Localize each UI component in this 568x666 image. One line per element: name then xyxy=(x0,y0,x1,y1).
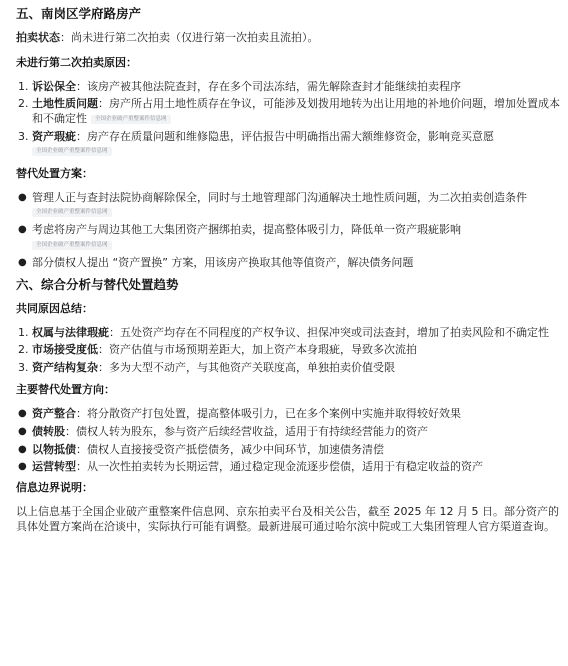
list-item xyxy=(16,460,560,475)
alternative-text: 考虑将房产与周边其他工大集团资产捆绑拍卖，提高整体吸引力，降低单一资产瑕疵影响 xyxy=(32,223,461,237)
common-text: ：五处资产均存在不同程度的产权争议、担保冲突或司法查封，增加了拍卖风险和不确定性 xyxy=(109,325,549,339)
bullet-icon: ● xyxy=(18,407,27,419)
boundary-heading: 信息边界说明： xyxy=(16,481,93,495)
trend-title: 以物抵债 xyxy=(32,442,76,456)
trend-text: ：将分散资产打包处置，提高整体吸引力，已在多个案例中实施并取得较好效果 xyxy=(76,406,461,420)
trend-heading: 主要替代处置方向： xyxy=(16,383,115,397)
list-number: 1. xyxy=(18,79,29,93)
list-item xyxy=(16,326,560,341)
source-tag[interactable]: 全国企业破产重整案件信息网 xyxy=(32,241,112,250)
status-label: 拍卖状态 xyxy=(16,30,60,44)
common-title: 市场接受度低 xyxy=(32,343,98,357)
common-text: ：多为大型不动产，与其他资产关联度高，单独拍卖价值受限 xyxy=(98,361,395,375)
list-number: 3. xyxy=(18,361,29,375)
common-title: 资产结构复杂 xyxy=(32,361,98,375)
status-text: ：尚未进行第二次拍卖（仅进行第一次拍卖且流拍）。 xyxy=(60,30,319,44)
source-tag[interactable]: 全国企业破产重整案件信息网 xyxy=(32,208,112,217)
list-item xyxy=(16,407,560,422)
trend-list xyxy=(16,407,560,475)
bullet-icon: ● xyxy=(18,425,27,437)
reason-title: 资产瑕疵 xyxy=(32,130,76,144)
bullet-icon: ● xyxy=(18,257,27,268)
trend-text: ：债权人直接接受资产抵偿债务，减少中间环节，加速债务清偿 xyxy=(76,442,384,456)
common-text: ：资产估值与市场预期差距大，加上资产本身瑕疵，导致多次流拍 xyxy=(98,343,417,357)
trend-title: 债转股 xyxy=(32,424,65,438)
list-number: 2. xyxy=(18,343,29,357)
bullet-icon: ● xyxy=(18,191,27,203)
list-item xyxy=(16,97,560,127)
bullet-icon: ● xyxy=(18,461,27,473)
list-number: 3. xyxy=(18,130,29,144)
list-item xyxy=(16,343,560,358)
list-item xyxy=(16,256,560,271)
alternatives-list xyxy=(16,191,560,271)
auction-status xyxy=(16,31,560,46)
reason-text: ：房产所占用土地性质存在争议，可能涉及划拨用地转为出让用地的补地价问题，增加处置成本和不确定性 xyxy=(32,97,560,126)
common-list xyxy=(16,326,560,377)
list-item xyxy=(16,425,560,440)
bullet-icon: ● xyxy=(18,224,27,236)
alternative-text: 部分债权人提出 “资产置换” 方案，用该房产换取其他等值资产，解决债务问题 xyxy=(32,256,414,269)
trend-text: ：从一次性拍卖转为长期运营，通过稳定现金流逐步偿债，适用于有稳定收益的资产 xyxy=(76,460,483,474)
bullet-icon: ● xyxy=(18,443,27,455)
reason-title: 诉讼保全 xyxy=(32,79,76,93)
source-tag[interactable]: 全国企业破产重整案件信息网 xyxy=(32,147,112,156)
list-item xyxy=(16,130,560,160)
list-number: 1. xyxy=(18,325,29,339)
section6-heading: 六、综合分析与替代处置趋势 xyxy=(16,276,179,292)
common-heading: 共同原因总结： xyxy=(16,301,93,315)
trend-title: 运营转型 xyxy=(32,460,76,474)
list-number: 2. xyxy=(18,97,29,111)
trend-title: 资产整合 xyxy=(32,406,76,420)
source-tag[interactable]: 全国企业破产重整案件信息网 xyxy=(91,115,171,124)
reasons-heading: 未进行第二次拍卖原因： xyxy=(16,55,137,69)
list-item xyxy=(16,223,560,253)
list-item xyxy=(16,80,560,95)
reason-title: 土地性质问题 xyxy=(32,97,98,111)
trend-text: ：债权人转为股东，参与资产后续经营收益，适用于有持续经营能力的资产 xyxy=(65,424,428,438)
list-item xyxy=(16,443,560,458)
list-item xyxy=(16,361,560,376)
alternatives-heading: 替代处置方案： xyxy=(16,166,93,180)
reason-text: ：房产存在质量问题和维修隐患，评估报告中明确指出需大额维修资金，影响竞买意愿 xyxy=(76,130,494,144)
section5-heading: 五、南岗区学府路房产 xyxy=(16,6,142,21)
boundary-text: 以上信息基于全国企业破产重整案件信息网、京东拍卖平台及相关公告，截至 2025 年 12 月 5 日。部分资产的具体处置方案尚在洽谈中，实际执行可能有调整。最新进展可通过哈尔滨中院或工大集团管理人官方渠道查询。 xyxy=(16,505,559,533)
list-item xyxy=(16,191,560,221)
reason-text: ：该房产被其他法院查封，存在多个司法冻结，需先解除查封才能继续拍卖程序 xyxy=(76,79,461,93)
reasons-list xyxy=(16,80,560,160)
alternative-text: 管理人正与查封法院协商解除保全，同时与土地管理部门沟通解决土地性质问题，为二次拍卖创造条件 xyxy=(32,190,527,204)
common-title: 权属与法律瑕疵 xyxy=(32,325,109,339)
